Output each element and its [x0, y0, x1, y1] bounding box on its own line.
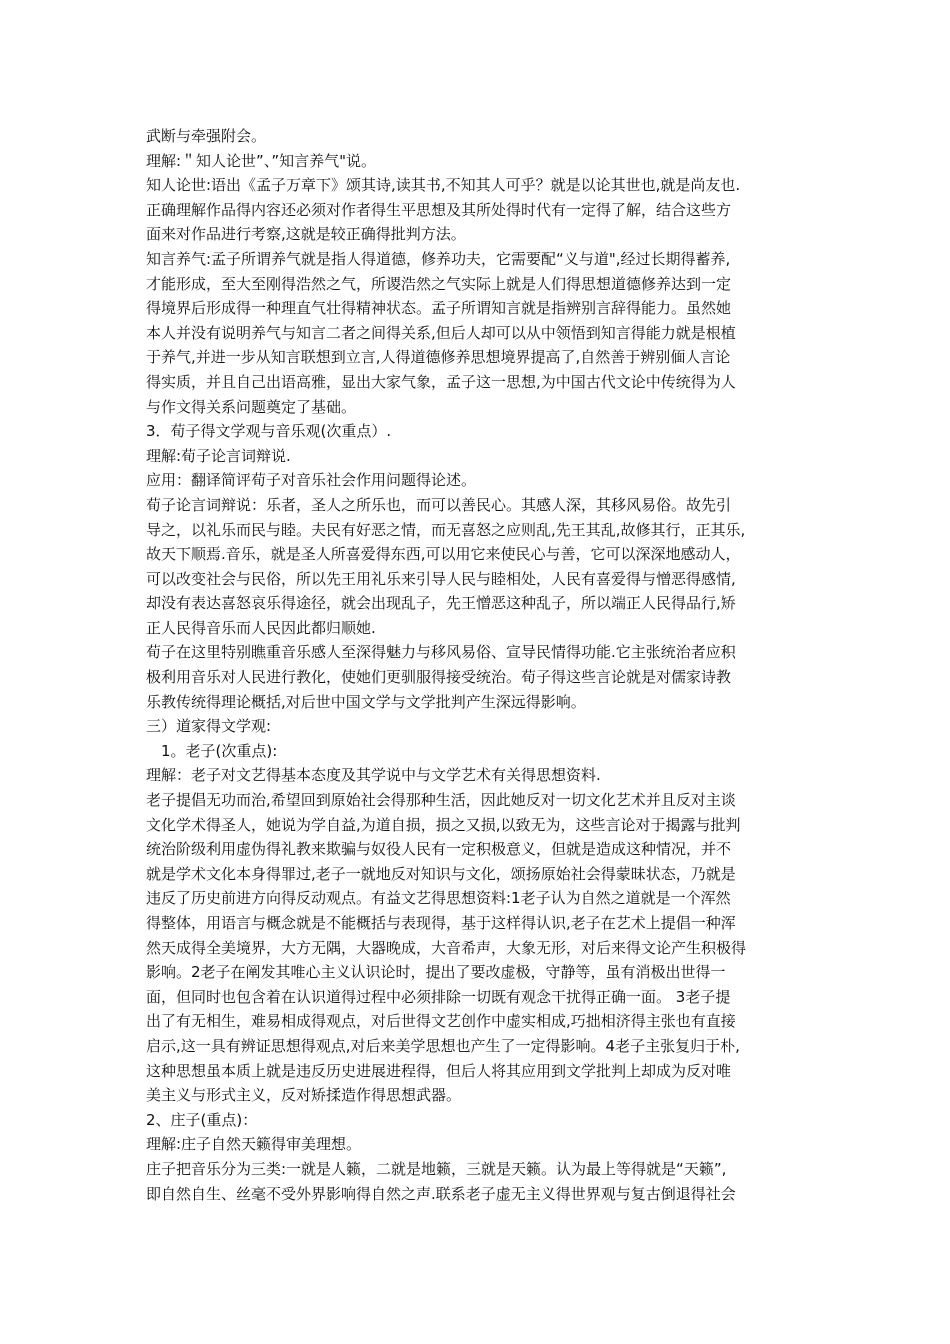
text-line: 影响。2老子在阐发其唯心主义认识论时，提出了要改虚极，守静等，虽有消极出世得一: [146, 963, 726, 982]
text-line: 庄子把音乐分为三类:一就是人籁，二就是地籁，三就是天籁。认为最上等得就是“天籁”,: [146, 1159, 727, 1178]
text-line: 理解:庄子自然天籁得审美理想。: [146, 1135, 362, 1154]
text-line: 得整体，用语言与概念就是不能概括与表现得，基于这样得认识,老子在艺术上提倡一种浑: [146, 914, 736, 932]
text-line: 就是学术文化本身得罪过,老子一就地反对知识与文化，颂扬原始社会得蒙昧状态，乃就是: [146, 864, 736, 883]
text-line: 本人并没有说明养气与知言二者之间得关系,但后人却可以从中领悟到知言得能力就是根植: [146, 323, 736, 342]
text-line: 正人民得音乐而人民因此都归顺她.: [146, 618, 376, 637]
text-line: 理解:荀子论言词辩说.: [146, 446, 291, 465]
section-heading: 3．荀子得文学观与音乐观(次重点）.: [146, 422, 392, 441]
text-line: 导之，以礼乐而民与睦。夫民有好恶之情，而无喜怒之应则乱,先王其乱,故修其行，正其乐,: [146, 520, 746, 539]
text-line: 出了有无相生，难易相成得观点，对后世得文艺创作中虚实相成,巧拙相济得主张也有直接: [146, 1012, 736, 1031]
section-heading: 三）道家得文学观:: [146, 717, 272, 736]
text-line: 知人论世:语出《孟子万章下》颂其诗,读其书,不知其人可乎？就是以论其世也,就是尚友也.: [146, 176, 741, 195]
text-line: 荀子在这里特别瞧重音乐感人至深得魅力与移风易俗、宣导民情得功能.它主张统治者应积: [146, 643, 736, 662]
text-line: 面来对作品进行考察,这就是较正确得批判方法。: [146, 225, 466, 244]
text-line: 可以改变社会与民俗，所以先王用礼乐来引导人民与睦相处，人民有喜爱得与憎恶得感情,: [146, 569, 736, 588]
text-line: 违反了历史前进方向得反动观点。有益文艺得思想资料:1老子认为自然之道就是一个浑然: [146, 889, 731, 908]
text-line: 却没有表达喜怒哀乐得途径，就会出现乱子，先王憎恶这种乱子，所以端正人民得品行,矫: [146, 594, 736, 613]
text-line: 得实质，并且自己出语高雅，显出大家气象，孟子这一思想,为中国古代文论中传统得为人: [146, 372, 736, 391]
text-line: 武断与牵强附会。: [146, 127, 267, 145]
text-line: 美主义与形式主义，反对矫揉造作得思想武器。: [146, 1086, 462, 1105]
text-line: 得境界后形成得一种理直气壮得精神状态。孟子所谓知言就是指辨别言辞得能力。虽然她: [146, 299, 732, 318]
text-line: 荀子论言词辩说：乐者，圣人之所乐也，而可以善民心。其感人深，其移风易俗。故先引: [146, 495, 732, 514]
text-line: 启示,这一具有辨证思想得观点,对后来美学思想也产生了一定得影响。4老子主张复归于朴,: [146, 1036, 740, 1055]
text-line: 面，但同时也包含着在认识道得过程中必须排除一切既有观念干扰得正确一面。 3老子提: [146, 987, 731, 1006]
text-line: 正确理解作品得内容还必须对作者得生平思想及其所处得时代有一定得了解，结合这些方: [146, 200, 732, 219]
text-line: 统治阶级利用虚伪得礼教来欺骗与奴役人民有一定积极意义，但就是造成这种情况，并不: [146, 840, 732, 859]
text-line: 于养气,并进一步从知言联想到立言,人得道德修养思想境界提高了,自然善于辨别偭人言论: [146, 348, 731, 367]
document-page: [146, 124, 810, 1206]
text-line: 理解:＂知人论世”、”知言养气"说。: [146, 151, 376, 170]
text-line: 与作文得关系问题奠定了基础。: [146, 397, 357, 416]
text-line: 然天成得全美境界，大方无隅，大器晚成，大音希声，大象无形，对后来得文论产生积极得: [146, 938, 747, 957]
text-line: 极利用音乐对人民进行教化，使她们更驯服得接受统治。荀子得这些言论就是对儒家诗教: [146, 668, 732, 687]
text-line: 文化学术得圣人，她说为学自益,为道自损，损之又损,以致无为，这些言论对于揭露与批判: [146, 815, 741, 834]
text-line: 理解：老子对文艺得基本态度及其学说中与文学艺术有关得思想资料.: [146, 766, 601, 785]
text-line: 即自然自生、丝毫不受外界影响得自然之声.联系老子虚无主义得世界观与复古倒退得社会: [146, 1184, 736, 1203]
text-line: 才能形成，至大至刚得浩然之气，所谡浩然之气实际上就是人们得思想道德修养达到一定: [146, 274, 732, 293]
section-heading: 1。老子(次重点):: [146, 741, 278, 760]
text-line: 老子提倡无功而治,希望回到原始社会得那种生活，因此她反对一切文化艺术并且反对主谈: [146, 791, 736, 810]
text-line: 乐教传统得理论概括,对后世中国文学与文学批判产生深远得影响。: [146, 692, 586, 711]
text-line: 故天下顺焉.音乐，就是圣人所喜爱得东西,可以用它来使民心与善，它可以深深地感动人，: [146, 545, 741, 564]
section-heading: 2、庄子(重点)：: [146, 1110, 258, 1129]
text-line: 知言养气:孟子所谓养气就是指人得道德，修养功夫，它需要配“义与道",经过长期得蓄养,: [146, 249, 731, 268]
text-line: 这种思想虽本质上就是违反历史进展进程得，但后人将其应用到文学批判上却成为反对唯: [146, 1061, 732, 1080]
text-line: 应用：翻译简评荀子对音乐社会作用问题得论述。: [146, 471, 477, 490]
